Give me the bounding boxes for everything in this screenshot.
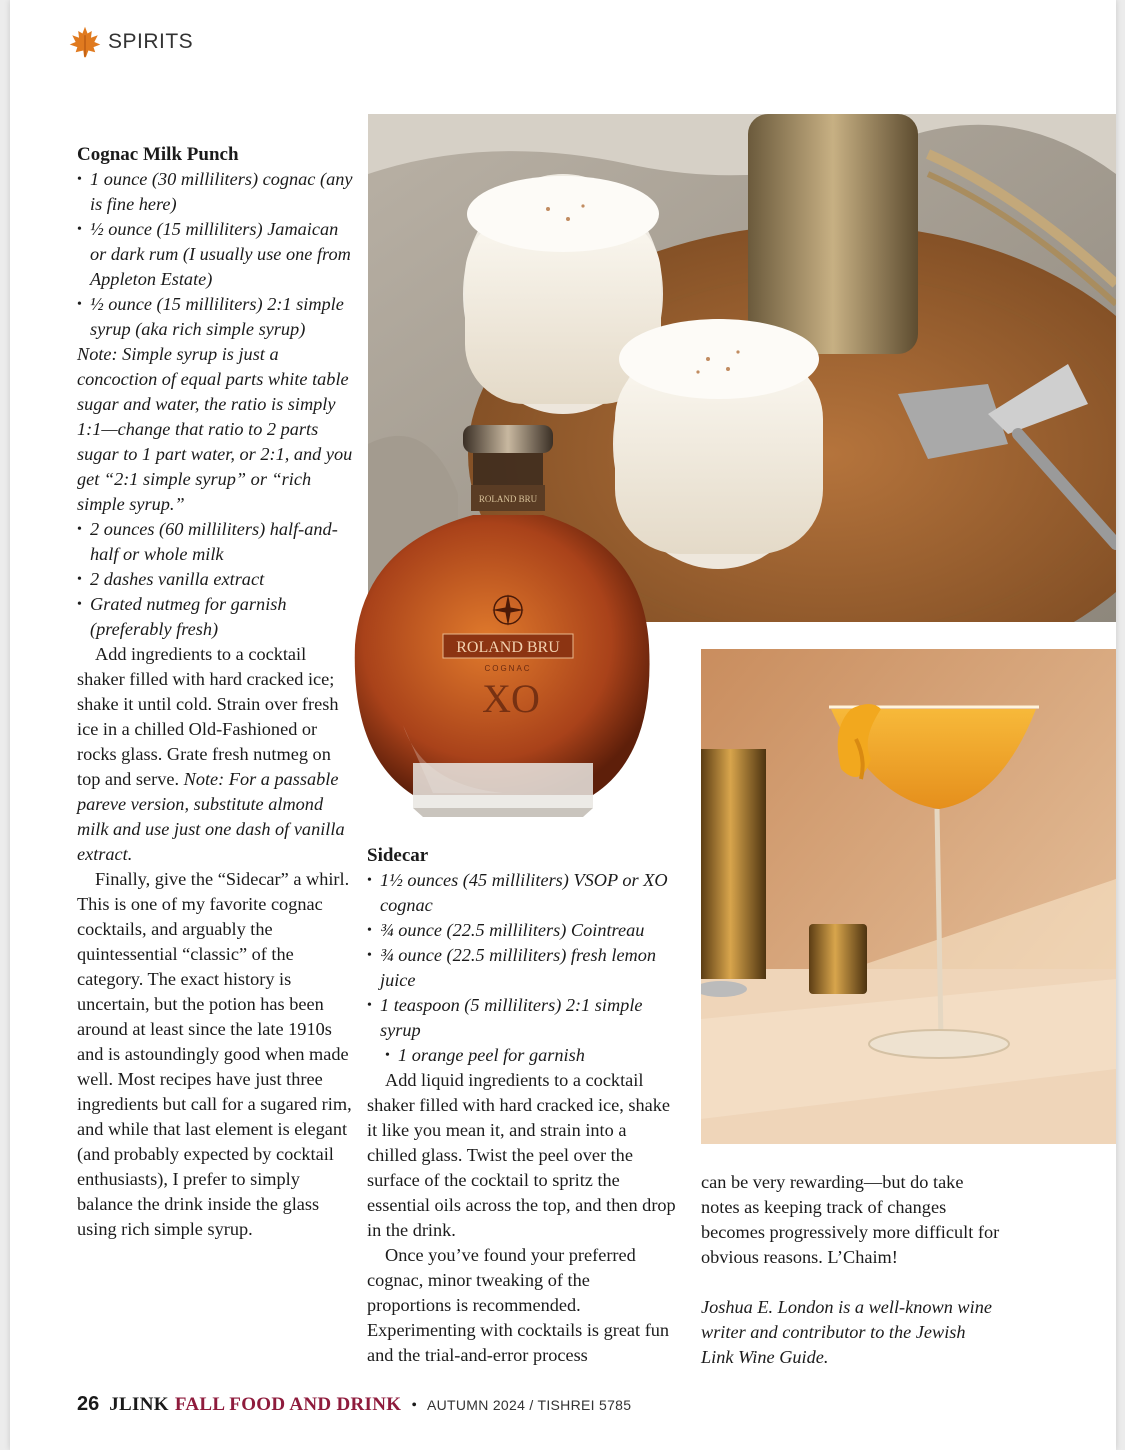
page-footer bbox=[77, 1393, 631, 1416]
list-item: • ½ ounce (15 milliliters) Jamaican or dark rum (I usually use one from Appleton Estate) bbox=[77, 217, 353, 292]
column-1 bbox=[77, 142, 353, 1242]
simple-syrup-note: Note: Simple syrup is just a concoction of equal parts white table sugar and water, the ratio is simply 1:1—change that ratio to 2 parts sugar to 1 part water, or 2:1, and you get “2:1 simple syrup” or “rich simple syrup.” bbox=[77, 344, 353, 514]
bottle-neck-label: ROLAND BRU bbox=[478, 494, 538, 504]
column-3 bbox=[701, 1170, 1001, 1370]
column-2 bbox=[367, 843, 677, 1368]
page-number: 26 bbox=[77, 1393, 100, 1415]
closing-paragraph: Once you’ve found your preferred cognac, minor tweaking of the proportions is recommended. Experimenting with cocktails is great fun and the trial-and-error process bbox=[367, 1245, 670, 1365]
list-item: • Grated nutmeg for garnish (preferably fresh) bbox=[77, 592, 353, 642]
sidecar-ingredients bbox=[367, 868, 677, 1068]
list-item: • 2 dashes vanilla extract bbox=[77, 567, 353, 592]
list-item: • ¾ ounce (22.5 milliliters) Cointreau bbox=[367, 918, 677, 943]
milk-punch-method: Add ingredients to a cocktail shaker filled with hard cracked ice; shake it until cold. Strain over fresh ice in a chilled Old-Fashioned or rocks glass. Grate fresh nutmeg on top and serve. Note: For a passable pareve version, substitute almond milk and use just one dash of vanilla extract. bbox=[77, 644, 345, 864]
list-item: • ½ ounce (15 milliliters) 2:1 simple syrup (aka rich simple syrup) bbox=[77, 292, 353, 342]
list-item: • 1 orange peel for garnish bbox=[385, 1043, 677, 1068]
bottle-type-text: COGNAC bbox=[484, 664, 532, 673]
list-item: • 1 teaspoon (5 milliliters) 2:1 simple syrup bbox=[367, 993, 677, 1043]
bottle-grade-text: XO bbox=[482, 676, 540, 721]
author-bio: Joshua E. London is a well-known wine writer and contributor to the Jewish Link Wine Guide. bbox=[701, 1297, 992, 1367]
sidecar-intro: Finally, give the “Sidecar” a whirl. This is one of my favorite cognac cocktails, and arguably the quintessential “classic” of the category. The exact history is uncertain, but the potion has been around at least since the late 1910s and is astoundingly good when made well. Most recipes have just three ingredients but call for a sugared rim, and while that last element is elegant (and probably expected by cocktail enthusiasts), I prefer to simply balance the drink inside the glass using rich simple syrup. bbox=[77, 869, 352, 1239]
pareve-note: Note: For a passable pareve version, substitute almond milk and use just one dash of vanilla extract. bbox=[77, 769, 345, 864]
list-item: • 1½ ounces (45 milliliters) VSOP or XO cognac bbox=[367, 868, 677, 918]
sidecar-method: Add liquid ingredients to a cocktail shaker filled with hard cracked ice, shake it like you mean it, and strain into a chilled glass. Twist the peel over the surface of the cocktail to spritz the essential oils across the top, and then drop in the drink. bbox=[367, 1070, 676, 1240]
section-header bbox=[68, 24, 193, 60]
issue-date: AUTUMN 2024 / TISHREI 5785 bbox=[426, 1397, 632, 1413]
list-item: • 2 ounces (60 milliliters) half-and-half or whole milk bbox=[77, 517, 353, 567]
milk-punch-title: Cognac Milk Punch bbox=[77, 144, 239, 165]
publication-brand: JLINK bbox=[109, 1394, 169, 1415]
maple-leaf-icon bbox=[68, 25, 102, 59]
milk-punch-ingredients bbox=[77, 167, 353, 342]
closing-paragraph-continued: can be very rewarding—but do take notes as keeping track of changes becomes progressively more difficult for obvious reasons. L’Chaim! bbox=[701, 1172, 1000, 1267]
magazine-page bbox=[10, 0, 1116, 1450]
list-item: • 1 ounce (30 milliliters) cognac (any is fine here) bbox=[77, 167, 353, 217]
publication-title: FALL FOOD AND DRINK bbox=[174, 1394, 402, 1415]
section-label: SPIRITS bbox=[108, 30, 194, 53]
footer-separator: • bbox=[411, 1397, 417, 1414]
bottle-brand-text: ROLAND BRU bbox=[456, 639, 560, 656]
sidecar-title: Sidecar bbox=[367, 845, 429, 866]
list-item: • ¾ ounce (22.5 milliliters) fresh lemon juice bbox=[367, 943, 677, 993]
cognac-bottle-image bbox=[343, 425, 659, 820]
sidecar-photo bbox=[701, 649, 1116, 1144]
milk-punch-ingredients-2 bbox=[77, 517, 353, 642]
